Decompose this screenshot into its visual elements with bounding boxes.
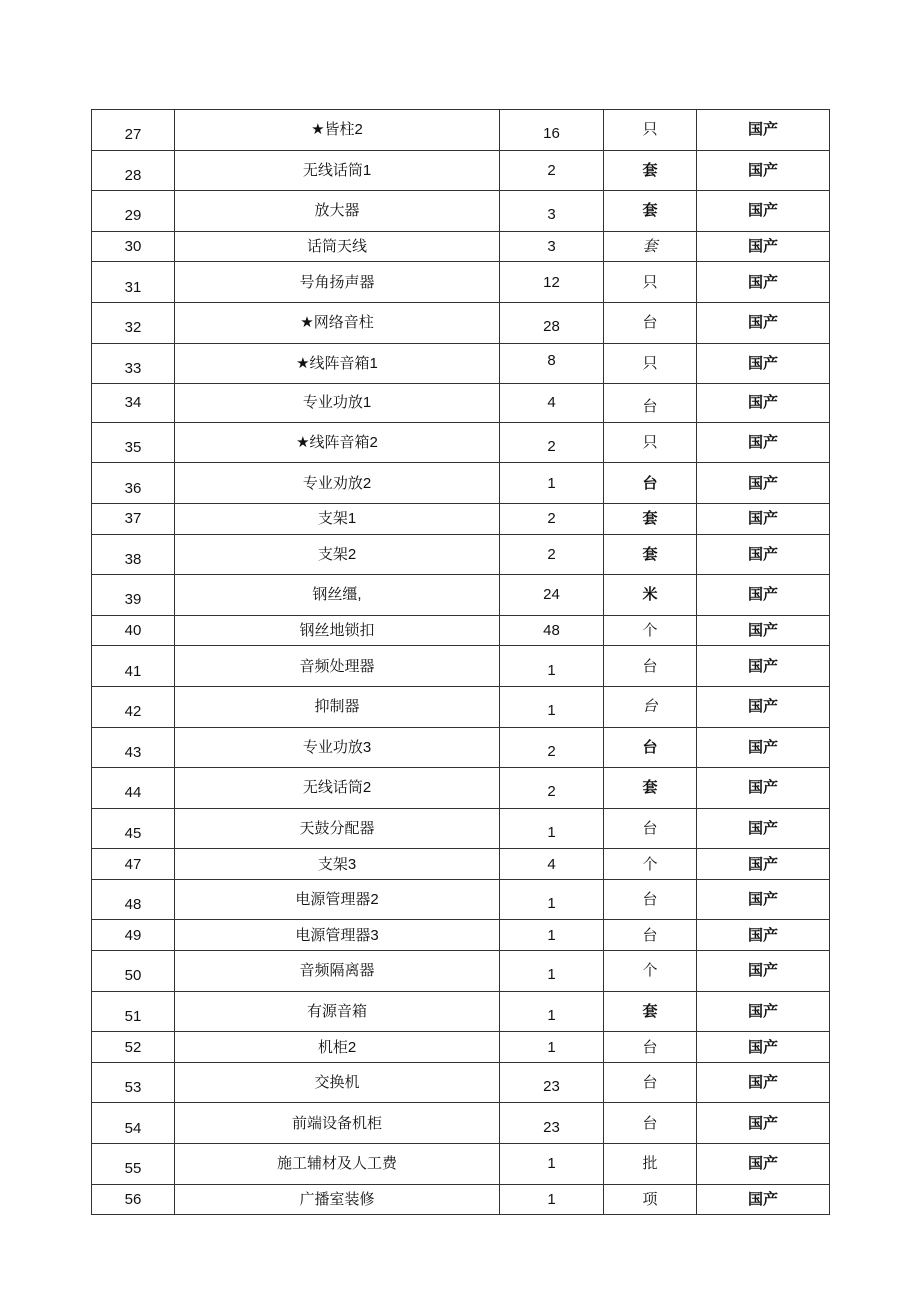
unit-cell: 台	[604, 384, 697, 423]
row-number-cell: 39	[92, 575, 175, 616]
origin-cell: 国产	[697, 727, 830, 768]
item-name-cell: 广播室装修	[175, 1184, 500, 1215]
row-number-cell: 54	[92, 1103, 175, 1144]
item-name-cell: 施工辅材及人工费	[175, 1144, 500, 1185]
unit-cell: 台	[604, 808, 697, 849]
unit-cell: 台	[604, 920, 697, 951]
item-name-cell: 有源音箱	[175, 991, 500, 1032]
unit-cell: 个	[604, 615, 697, 646]
unit-cell: 只	[604, 262, 697, 303]
row-number-cell: 34	[92, 384, 175, 423]
item-name-cell: 交换机	[175, 1062, 500, 1103]
quantity-cell: 2	[500, 768, 604, 809]
row-number-cell: 56	[92, 1184, 175, 1215]
item-name-cell: ★线阵音箱2	[175, 422, 500, 463]
origin-cell: 国产	[697, 768, 830, 809]
unit-cell: 台	[604, 463, 697, 504]
quantity-cell: 2	[500, 727, 604, 768]
row-number-cell: 27	[92, 110, 175, 151]
row-number-cell: 30	[92, 231, 175, 262]
origin-cell: 国产	[697, 849, 830, 880]
table-row	[92, 463, 830, 504]
item-name-cell: ★皆柱2	[175, 110, 500, 151]
table-row	[92, 422, 830, 463]
origin-cell: 国产	[697, 951, 830, 992]
table-row	[92, 503, 830, 534]
item-name-cell: 电源管理器2	[175, 879, 500, 920]
row-number-cell: 28	[92, 150, 175, 191]
origin-cell: 国产	[697, 991, 830, 1032]
row-number-cell: 47	[92, 849, 175, 880]
table-row	[92, 727, 830, 768]
unit-cell: 套	[604, 231, 697, 262]
row-number-cell: 45	[92, 808, 175, 849]
row-number-cell: 38	[92, 534, 175, 575]
item-name-cell: 天鼓分配器	[175, 808, 500, 849]
origin-cell: 国产	[697, 463, 830, 504]
unit-cell: 套	[604, 503, 697, 534]
table-row	[92, 991, 830, 1032]
origin-cell: 国产	[697, 191, 830, 232]
origin-cell: 国产	[697, 231, 830, 262]
origin-cell: 国产	[697, 615, 830, 646]
origin-cell: 国产	[697, 646, 830, 687]
item-name-cell: 机柜2	[175, 1032, 500, 1063]
row-number-cell: 44	[92, 768, 175, 809]
unit-cell: 台	[604, 686, 697, 727]
item-name-cell: 音频处理器	[175, 646, 500, 687]
origin-cell: 国产	[697, 879, 830, 920]
unit-cell: 套	[604, 991, 697, 1032]
item-name-cell: 抑制器	[175, 686, 500, 727]
origin-cell: 国产	[697, 1184, 830, 1215]
quantity-cell: 2	[500, 150, 604, 191]
item-name-cell: 无线话筒2	[175, 768, 500, 809]
row-number-cell: 51	[92, 991, 175, 1032]
table-row	[92, 1144, 830, 1185]
item-name-cell: 专业功放3	[175, 727, 500, 768]
quantity-cell: 16	[500, 110, 604, 151]
quantity-cell: 23	[500, 1103, 604, 1144]
quantity-cell: 1	[500, 1032, 604, 1063]
origin-cell: 国产	[697, 110, 830, 151]
item-name-cell: 支架2	[175, 534, 500, 575]
unit-cell: 台	[604, 879, 697, 920]
unit-cell: 个	[604, 951, 697, 992]
row-number-cell: 52	[92, 1032, 175, 1063]
unit-cell: 台	[604, 1032, 697, 1063]
item-name-cell: 电源管理器3	[175, 920, 500, 951]
unit-cell: 批	[604, 1144, 697, 1185]
row-number-cell: 36	[92, 463, 175, 504]
row-number-cell: 49	[92, 920, 175, 951]
quantity-cell: 1	[500, 686, 604, 727]
row-number-cell: 48	[92, 879, 175, 920]
item-name-cell: ★线阵音箱1	[175, 343, 500, 384]
origin-cell: 国产	[697, 150, 830, 191]
quantity-cell: 12	[500, 262, 604, 303]
item-name-cell: ★网络音柱	[175, 302, 500, 343]
origin-cell: 国产	[697, 534, 830, 575]
origin-cell: 国产	[697, 1144, 830, 1185]
quantity-cell: 48	[500, 615, 604, 646]
row-number-cell: 43	[92, 727, 175, 768]
item-name-cell: 放大器	[175, 191, 500, 232]
table-row	[92, 808, 830, 849]
origin-cell: 国产	[697, 686, 830, 727]
table-body	[92, 110, 830, 1215]
quantity-cell: 1	[500, 808, 604, 849]
quantity-cell: 1	[500, 951, 604, 992]
quantity-cell: 1	[500, 463, 604, 504]
unit-cell: 台	[604, 302, 697, 343]
origin-cell: 国产	[697, 503, 830, 534]
origin-cell: 国产	[697, 808, 830, 849]
quantity-cell: 4	[500, 384, 604, 423]
quantity-cell: 8	[500, 343, 604, 384]
item-name-cell: 钢丝缰,	[175, 575, 500, 616]
table-row	[92, 384, 830, 423]
table-row	[92, 1103, 830, 1144]
table-row	[92, 231, 830, 262]
item-name-cell: 支架3	[175, 849, 500, 880]
quantity-cell: 3	[500, 231, 604, 262]
origin-cell: 国产	[697, 343, 830, 384]
row-number-cell: 35	[92, 422, 175, 463]
table-row	[92, 879, 830, 920]
table-row	[92, 1032, 830, 1063]
table-row	[92, 686, 830, 727]
table-row	[92, 1184, 830, 1215]
unit-cell: 项	[604, 1184, 697, 1215]
origin-cell: 国产	[697, 422, 830, 463]
quantity-cell: 3	[500, 191, 604, 232]
item-name-cell: 支架1	[175, 503, 500, 534]
origin-cell: 国产	[697, 1103, 830, 1144]
row-number-cell: 53	[92, 1062, 175, 1103]
row-number-cell: 42	[92, 686, 175, 727]
row-number-cell: 40	[92, 615, 175, 646]
table-row	[92, 110, 830, 151]
origin-cell: 国产	[697, 262, 830, 303]
item-name-cell: 号角扬声器	[175, 262, 500, 303]
unit-cell: 套	[604, 534, 697, 575]
row-number-cell: 50	[92, 951, 175, 992]
quantity-cell: 1	[500, 1184, 604, 1215]
item-name-cell: 钢丝地锁扣	[175, 615, 500, 646]
unit-cell: 台	[604, 727, 697, 768]
table-row	[92, 951, 830, 992]
item-name-cell: 无线话筒1	[175, 150, 500, 191]
equipment-list-table	[91, 109, 830, 1215]
table-row	[92, 768, 830, 809]
item-name-cell: 话筒天线	[175, 231, 500, 262]
quantity-cell: 2	[500, 422, 604, 463]
quantity-cell: 1	[500, 920, 604, 951]
unit-cell: 台	[604, 1062, 697, 1103]
quantity-cell: 4	[500, 849, 604, 880]
unit-cell: 个	[604, 849, 697, 880]
table-row	[92, 191, 830, 232]
item-name-cell: 音频隔离器	[175, 951, 500, 992]
table-row	[92, 920, 830, 951]
row-number-cell: 32	[92, 302, 175, 343]
table-row	[92, 646, 830, 687]
quantity-cell: 1	[500, 879, 604, 920]
unit-cell: 套	[604, 150, 697, 191]
quantity-cell: 1	[500, 646, 604, 687]
row-number-cell: 31	[92, 262, 175, 303]
table-row	[92, 575, 830, 616]
row-number-cell: 33	[92, 343, 175, 384]
quantity-cell: 1	[500, 991, 604, 1032]
unit-cell: 台	[604, 646, 697, 687]
unit-cell: 套	[604, 191, 697, 232]
table-row	[92, 343, 830, 384]
table-row	[92, 302, 830, 343]
origin-cell: 国产	[697, 575, 830, 616]
quantity-cell: 23	[500, 1062, 604, 1103]
row-number-cell: 37	[92, 503, 175, 534]
origin-cell: 国产	[697, 384, 830, 423]
origin-cell: 国产	[697, 920, 830, 951]
origin-cell: 国产	[697, 1062, 830, 1103]
item-name-cell: 专业劝放2	[175, 463, 500, 504]
item-name-cell: 专业功放1	[175, 384, 500, 423]
quantity-cell: 28	[500, 302, 604, 343]
quantity-cell: 2	[500, 503, 604, 534]
table-row	[92, 150, 830, 191]
table-row	[92, 1062, 830, 1103]
quantity-cell: 1	[500, 1144, 604, 1185]
item-name-cell: 前端设备机柜	[175, 1103, 500, 1144]
unit-cell: 套	[604, 768, 697, 809]
origin-cell: 国产	[697, 1032, 830, 1063]
table-row	[92, 615, 830, 646]
row-number-cell: 55	[92, 1144, 175, 1185]
table-row	[92, 534, 830, 575]
unit-cell: 米	[604, 575, 697, 616]
unit-cell: 只	[604, 343, 697, 384]
quantity-cell: 24	[500, 575, 604, 616]
unit-cell: 只	[604, 110, 697, 151]
quantity-cell: 2	[500, 534, 604, 575]
row-number-cell: 41	[92, 646, 175, 687]
origin-cell: 国产	[697, 302, 830, 343]
table-row	[92, 849, 830, 880]
unit-cell: 只	[604, 422, 697, 463]
row-number-cell: 29	[92, 191, 175, 232]
table-row	[92, 262, 830, 303]
unit-cell: 台	[604, 1103, 697, 1144]
